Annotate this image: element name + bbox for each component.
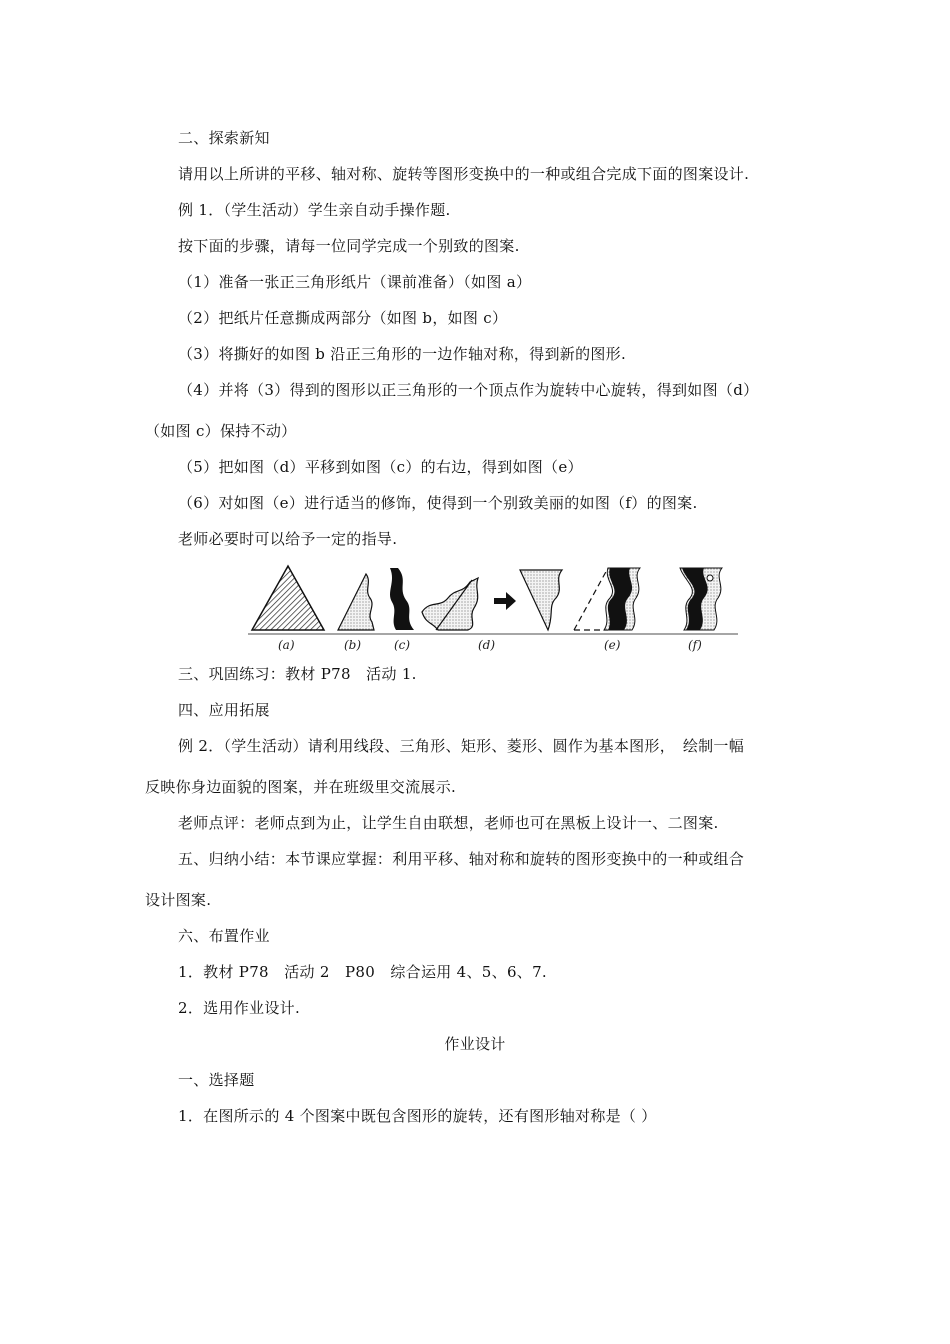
step-3: （3）将撕好的如图 b 沿正三角形的一边作轴对称，得到新的图形. — [178, 345, 627, 363]
figure-a-triangle — [252, 566, 324, 630]
step-4-line-1: （4）并将（3）得到的图形以正三角形的一个顶点作为旋转中心旋转，得到如图（d） — [178, 381, 759, 399]
step-4-line-2: （如图 c）保持不动） — [145, 422, 297, 440]
example-1-heading: 例 1．（学生活动）学生亲自动手操作题. — [178, 201, 451, 219]
caption-a: (a) — [278, 638, 295, 652]
figure-b-torn-piece — [338, 574, 374, 630]
section-practice: 三、巩固练习：教材 P78 活动 1. — [178, 665, 417, 683]
step-5: （5）把如图（d）平移到如图（c）的右边，得到如图（e） — [178, 458, 583, 476]
caption-f: (f) — [688, 638, 702, 652]
steps-intro: 按下面的步骤，请每一位同学完成一个别致的图案. — [178, 237, 520, 255]
step-1: （1）准备一张正三角形纸片（课前准备）（如图 a） — [178, 273, 532, 291]
figure-d-rotated-shape — [422, 578, 478, 630]
teacher-guidance: 老师必要时可以给予一定的指导. — [178, 530, 398, 548]
figure-c-dark-piece — [390, 568, 414, 630]
paper-tearing-figure — [248, 556, 738, 656]
step-2: （2）把纸片任意撕成两部分（如图 b，如图 c） — [178, 309, 508, 327]
homework-design-title: 作业设计 — [444, 1035, 506, 1053]
figure-f-decoration — [707, 575, 713, 581]
figure-e-dashed-edge — [574, 568, 608, 630]
section-application: 四、应用拓展 — [178, 701, 270, 719]
summary-line-1: 五、归纳小结：本节课应掌握：利用平移、轴对称和旋转的图形变换中的一种或组合 — [178, 850, 745, 868]
teacher-comment: 老师点评：老师点到为止，让学生自由联想，老师也可在黑板上设计一、二图案. — [178, 814, 719, 832]
caption-e: (e) — [604, 638, 621, 652]
example-2-line-2: 反映你身边面貌的图案，并在班级里交流展示. — [145, 778, 457, 796]
section-homework: 六、布置作业 — [178, 927, 270, 945]
caption-d: (d) — [478, 638, 496, 652]
arrow-icon — [494, 592, 516, 610]
example-2-line-1: 例 2．（学生活动）请利用线段、三角形、矩形、菱形、圆作为基本图形， 绘制一幅 — [178, 737, 745, 755]
homework-item-2: 2．选用作业设计. — [178, 999, 301, 1017]
intro-paragraph: 请用以上所讲的平移、轴对称、旋转等图形变换中的一种或组合完成下面的图案设计. — [178, 165, 750, 183]
section-title-explore: 二、探索新知 — [178, 129, 270, 147]
step-6: （6）对如图（e）进行适当的修饰，使得到一个别致美丽的如图（f）的图案. — [178, 494, 698, 512]
summary-line-2: 设计图案. — [145, 891, 212, 909]
question-1: 1．在图所示的 4 个图案中既包含图形的旋转，还有图形轴对称是（ ） — [178, 1107, 657, 1125]
caption-c: (c) — [394, 638, 411, 652]
inverted-triangle-shape — [520, 570, 562, 630]
figure-illustration — [248, 556, 738, 656]
section-choice-questions: 一、选择题 — [178, 1071, 255, 1089]
homework-item-1: 1．教材 P78 活动 2 P80 综合运用 4、5、6、7. — [178, 963, 547, 981]
caption-b: (b) — [344, 638, 362, 652]
